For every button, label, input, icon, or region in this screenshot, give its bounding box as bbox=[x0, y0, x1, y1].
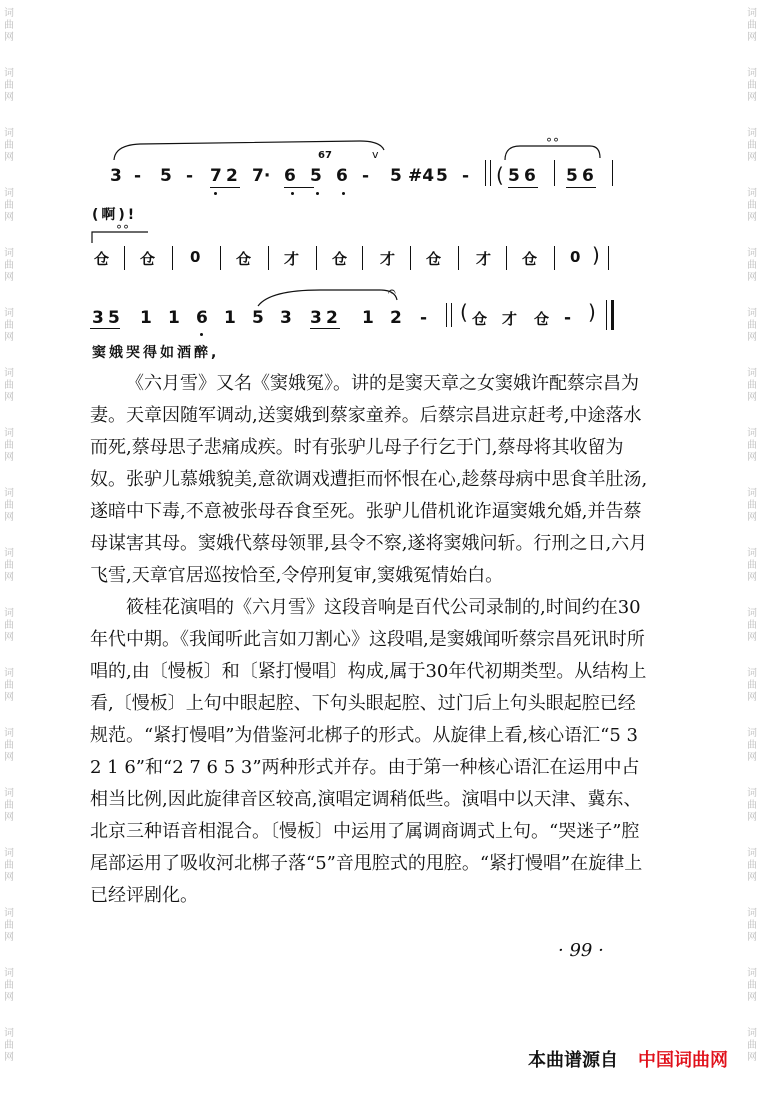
note: 3 bbox=[310, 308, 322, 328]
note: - bbox=[186, 166, 194, 186]
note: 6 bbox=[284, 166, 296, 186]
watermark-text: 词曲网 bbox=[4, 368, 14, 403]
note: - bbox=[134, 166, 142, 186]
footer-site-link[interactable]: 中国词曲网 bbox=[638, 1050, 728, 1071]
barline bbox=[172, 246, 173, 270]
watermark-text: 词曲网 bbox=[4, 728, 14, 763]
watermark-text: 词曲网 bbox=[4, 968, 14, 1003]
note: 5 bbox=[310, 166, 322, 186]
watermark-text: 词曲网 bbox=[4, 488, 14, 523]
note: 6 bbox=[524, 166, 536, 186]
note: 5 bbox=[508, 166, 520, 186]
watermark-text: 词曲网 bbox=[4, 68, 14, 103]
watermark-text: 词曲网 bbox=[4, 548, 14, 583]
note: 5 bbox=[566, 166, 578, 186]
watermark-text: 词曲网 bbox=[747, 728, 757, 763]
watermark-text: 词曲网 bbox=[4, 248, 14, 283]
note: - bbox=[462, 166, 470, 186]
note: 6 bbox=[336, 166, 348, 186]
watermark-text: 词曲网 bbox=[4, 848, 14, 883]
note: 3 bbox=[280, 308, 292, 328]
fermata: 𝄐 bbox=[388, 284, 396, 300]
note: 2 bbox=[226, 166, 238, 186]
note: 5 bbox=[252, 308, 264, 328]
watermark-text: 词曲网 bbox=[747, 908, 757, 943]
note: 仓 bbox=[236, 250, 252, 268]
watermark-text: 词曲网 bbox=[747, 308, 757, 343]
paren-open: ( bbox=[460, 300, 468, 324]
lyric-row-3: 窦娥哭得如酒醉, bbox=[92, 345, 220, 361]
underline bbox=[310, 328, 340, 329]
watermark-text: 词曲网 bbox=[4, 1028, 14, 1063]
note: 才 bbox=[380, 250, 396, 268]
watermark-text: 词曲网 bbox=[4, 788, 14, 823]
barline bbox=[362, 246, 363, 270]
note: 才 bbox=[502, 310, 518, 328]
note: 1 bbox=[224, 308, 236, 328]
watermark-text: 词曲网 bbox=[747, 368, 757, 403]
note: 0 bbox=[190, 248, 201, 266]
note: - bbox=[564, 308, 572, 328]
note: - bbox=[362, 166, 370, 186]
barline bbox=[485, 160, 486, 186]
watermark-text: 词曲网 bbox=[4, 428, 14, 463]
note: 7· bbox=[252, 166, 271, 186]
watermark-text: 词曲网 bbox=[747, 548, 757, 583]
accent-mark: v bbox=[372, 148, 379, 161]
watermark-text: 词曲网 bbox=[747, 248, 757, 283]
barline bbox=[268, 246, 269, 270]
paragraph-1: 《六月雪》又名《窦娥冤》。讲的是窦天章之女窦娥许配蔡宗昌为妻。天章因随军调动,送窦娥到蔡家童养。后蔡宗昌进京赶考,中途落水而死,蔡母思子悲痛成疾。时有张驴儿母子行乞于门,蔡母将其收留为奴。张驴儿慕娥貌美,意欲调戏遭拒而怀恨在心,趁蔡母病中思食羊肚汤,遂暗中下毒,不意被张母吞食至死。张驴儿借机讹诈逼窦娥允婚,并告蔡母谋害其母。窦娥代蔡母领罪,县令不察,遂将窦娥问斩。行刑之日,六月飞雪,天章官居巡按恰至,令停刑复审,窦娥冤情始白。 bbox=[90, 373, 648, 586]
barline bbox=[608, 246, 609, 270]
watermark-text: 词曲网 bbox=[747, 968, 757, 1003]
barline bbox=[316, 246, 317, 270]
barline bbox=[446, 303, 447, 327]
paren-open: ( bbox=[496, 163, 504, 187]
note: 5 bbox=[160, 166, 172, 186]
note: 5 bbox=[390, 166, 402, 186]
watermark-text: 词曲网 bbox=[4, 668, 14, 703]
barline bbox=[220, 246, 221, 270]
barline bbox=[458, 246, 459, 270]
breath-mark: °° bbox=[116, 223, 130, 237]
note: 3 bbox=[92, 308, 104, 328]
underline bbox=[508, 187, 538, 188]
note: 仓 bbox=[522, 250, 538, 268]
underline bbox=[284, 187, 314, 188]
note: 仓 bbox=[534, 310, 550, 328]
grace-note: 67 bbox=[318, 150, 332, 161]
note: 6 bbox=[196, 308, 208, 328]
watermark-text: 词曲网 bbox=[747, 188, 757, 223]
watermark-text: 词曲网 bbox=[747, 128, 757, 163]
note: 仓 bbox=[332, 250, 348, 268]
watermark-text: 词曲网 bbox=[747, 68, 757, 103]
underline bbox=[566, 187, 596, 188]
watermark-text: 词曲网 bbox=[4, 128, 14, 163]
page-number: · 99 · bbox=[558, 940, 604, 961]
low-dot bbox=[342, 192, 345, 195]
watermark-text: 词曲网 bbox=[747, 668, 757, 703]
note: 才 bbox=[476, 250, 492, 268]
note: 0 bbox=[570, 248, 581, 266]
note: 1 bbox=[168, 308, 180, 328]
note: 7 bbox=[210, 166, 222, 186]
note: - bbox=[420, 308, 428, 328]
paren-close: ) bbox=[592, 243, 600, 267]
watermark-text: 词曲网 bbox=[4, 188, 14, 223]
underline bbox=[90, 328, 120, 329]
breath-mark: °° bbox=[546, 136, 560, 150]
watermark-text: 词曲网 bbox=[4, 8, 14, 43]
watermark-text: 词曲网 bbox=[747, 848, 757, 883]
paren-close: ) bbox=[588, 300, 596, 324]
low-dot bbox=[214, 192, 217, 195]
note: 才 bbox=[284, 250, 300, 268]
barline bbox=[612, 160, 613, 186]
underline bbox=[210, 187, 240, 188]
footer-label: 本曲谱源自 bbox=[528, 1050, 618, 1071]
note: #4 bbox=[408, 166, 435, 186]
note: 仓 bbox=[472, 310, 488, 328]
lyric-row-1: (啊)! bbox=[92, 207, 138, 223]
barline bbox=[606, 300, 607, 330]
note: 3 bbox=[110, 166, 122, 186]
paragraph-2: 筱桂花演唱的《六月雪》这段音响是百代公司录制的,时间约在30年代中期。《我闻听此言如刀割心》这段唱,是窦娥闻听蔡宗昌死讯时所唱的,由〔慢板〕和〔紧打慢唱〕构成,属于30年代初期类型。从结构上看,〔慢板〕上句中眼起腔、下句头眼起腔、过门后上句头眼起腔已经规范。“紧打慢唱”为借鉴河北梆子的形式。从旋律上看,核心语汇“5 3 2 1 6”和“2 7 6 5 3”两种形式并存。由于第一种核心语汇在运用中占相当比例,因此旋律音区较高,演唱定调稍低些。演唱中以天津、冀东、北京三种语音相混合。〔慢板〕中运用了属调商调式上句。“哭迷子”腔尾部运用了吸收河北梆子落“5”音甩腔式的甩腔。“紧打慢唱”在旋律上已经评剧化。 bbox=[90, 597, 647, 906]
watermark-text: 词曲网 bbox=[4, 608, 14, 643]
watermark-text: 词曲网 bbox=[747, 1028, 757, 1063]
note: 1 bbox=[362, 308, 374, 328]
watermark-text: 词曲网 bbox=[747, 488, 757, 523]
low-dot bbox=[200, 333, 203, 336]
barline bbox=[410, 246, 411, 270]
barline bbox=[506, 246, 507, 270]
watermark-text: 词曲网 bbox=[747, 608, 757, 643]
note: 仓 bbox=[426, 250, 442, 268]
body-text bbox=[90, 368, 650, 912]
barline bbox=[554, 246, 555, 270]
note: 2 bbox=[390, 308, 402, 328]
note: 1 bbox=[140, 308, 152, 328]
note: 5 bbox=[436, 166, 448, 186]
note: 6 bbox=[582, 166, 594, 186]
watermark-text: 词曲网 bbox=[747, 788, 757, 823]
note: 仓 bbox=[94, 250, 110, 268]
note: 2 bbox=[326, 308, 338, 328]
barline bbox=[554, 160, 555, 186]
note: 仓 bbox=[140, 250, 156, 268]
watermark-text: 词曲网 bbox=[4, 308, 14, 343]
barline bbox=[451, 303, 452, 327]
watermark-text: 词曲网 bbox=[747, 8, 757, 43]
note: 5 bbox=[108, 308, 120, 328]
low-dot bbox=[291, 192, 294, 195]
watermark-text: 词曲网 bbox=[747, 428, 757, 463]
barline bbox=[490, 160, 491, 186]
final-barline bbox=[611, 300, 614, 330]
low-dot bbox=[316, 192, 319, 195]
barline bbox=[124, 246, 125, 270]
watermark-text: 词曲网 bbox=[4, 908, 14, 943]
